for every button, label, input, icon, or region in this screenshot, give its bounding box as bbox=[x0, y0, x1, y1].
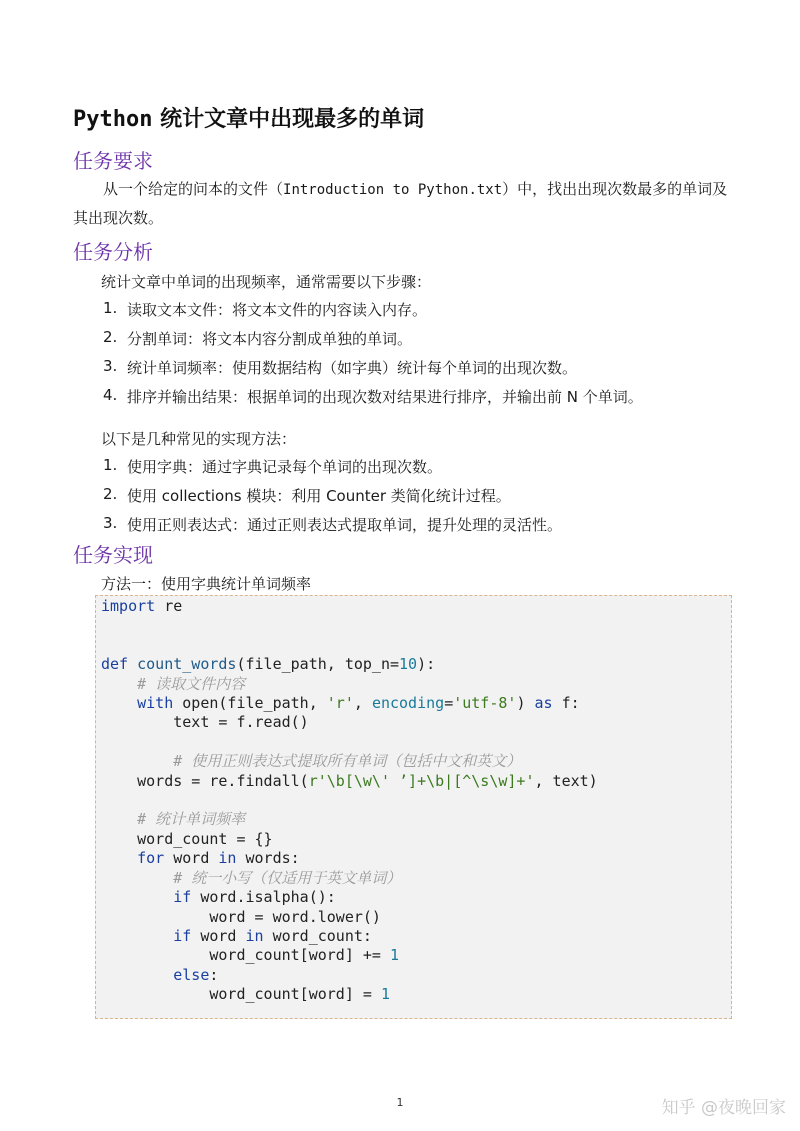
list-item-text: 排序并输出结果：根据单词的出现次数对结果进行排序，并输出前 N 个单词。 bbox=[127, 388, 643, 406]
code-text: ) bbox=[516, 694, 535, 713]
list-item-number: 3. bbox=[103, 514, 118, 532]
code-text: f: bbox=[552, 694, 580, 713]
code-block bbox=[101, 597, 598, 1005]
list-item bbox=[103, 386, 643, 415]
list-item-number: 1. bbox=[103, 299, 118, 317]
code-text: words = re.findall( bbox=[101, 771, 309, 790]
code-comment: # 统一小写（仅适用于英文单词） bbox=[101, 868, 402, 887]
document-title bbox=[73, 102, 424, 133]
methods-intro: 以下是几种常见的实现方法： bbox=[101, 430, 297, 448]
code-keyword: def bbox=[101, 655, 129, 674]
code-text: word.isalpha(): bbox=[191, 888, 336, 907]
list-item bbox=[103, 456, 562, 485]
code-number: 1 bbox=[389, 946, 400, 965]
code-keyword: in bbox=[218, 849, 237, 868]
list-item-number: 3. bbox=[103, 357, 118, 375]
list-item bbox=[103, 299, 643, 328]
code-keyword: in bbox=[245, 926, 264, 945]
code-text: , text) bbox=[534, 771, 598, 790]
list-item-text: 使用字典：通过字典记录每个单词的出现次数。 bbox=[127, 458, 443, 476]
requirements-text-after: ）中，找出出现次数最多的单词及其出现次数。 bbox=[73, 180, 728, 227]
code-keyword: for bbox=[101, 849, 165, 868]
requirements-paragraph bbox=[73, 175, 733, 232]
code-text: words: bbox=[236, 849, 300, 868]
code-comment: # 读取文件内容 bbox=[101, 674, 246, 693]
methods-list bbox=[103, 456, 562, 543]
code-string: 'utf-8' bbox=[453, 694, 517, 713]
list-item-number: 1. bbox=[103, 456, 118, 474]
list-item bbox=[103, 357, 643, 386]
title-rest: 统计文章中出现最多的单词 bbox=[152, 107, 425, 132]
code-parameter: encoding bbox=[371, 694, 445, 713]
code-number: 1 bbox=[380, 985, 390, 1004]
list-item bbox=[103, 514, 562, 543]
code-text: word bbox=[191, 926, 246, 945]
code-text: open(file_path, bbox=[173, 694, 327, 713]
list-item-text: 读取文本文件：将文本文件的内容读入内存。 bbox=[127, 301, 428, 319]
code-text: ): bbox=[417, 655, 436, 674]
list-item-text: 使用 collections 模块：利用 Counter 类简化统计过程。 bbox=[127, 487, 511, 505]
list-item-text: 使用正则表达式：通过正则表达式提取单词，提升处理的灵活性。 bbox=[127, 516, 563, 534]
code-keyword: import bbox=[101, 597, 156, 615]
code-function-name: count_words bbox=[128, 655, 237, 674]
section-heading-implementation: 任务实现 bbox=[73, 543, 153, 567]
page-number: 1 bbox=[396, 1096, 404, 1109]
code-keyword: as bbox=[534, 694, 553, 713]
code-text: word = word.lower() bbox=[101, 907, 381, 926]
code-string: r'\b[\w\' ’]+\b|[^\s\w]+' bbox=[308, 771, 535, 790]
requirements-text-before: 从一个给定的问本的文件（ bbox=[103, 180, 284, 198]
list-item-number: 2. bbox=[103, 485, 118, 503]
code-text: word_count: bbox=[263, 926, 372, 945]
code-text: = bbox=[444, 694, 454, 713]
watermark: 知乎 @夜晚回家 bbox=[661, 1098, 786, 1118]
list-item-text: 统计单词频率：使用数据结构（如字典）统计每个单词的出现次数。 bbox=[127, 359, 578, 377]
code-keyword: if bbox=[101, 926, 192, 945]
code-text: text = f.read() bbox=[101, 713, 309, 732]
code-text: re bbox=[155, 597, 183, 615]
code-text: word_count[word] += bbox=[101, 946, 390, 965]
list-item bbox=[103, 328, 643, 357]
title-prefix: Python bbox=[73, 107, 153, 132]
code-number: 10 bbox=[399, 655, 418, 674]
code-comment: # 统计单词频率 bbox=[101, 810, 246, 829]
steps-list bbox=[103, 299, 643, 415]
code-keyword: else bbox=[101, 965, 210, 984]
analysis-intro: 统计文章中单词的出现频率，通常需要以下步骤： bbox=[101, 273, 432, 291]
list-item bbox=[103, 485, 562, 514]
code-keyword: with bbox=[101, 694, 174, 713]
code-text: word_count[word] = bbox=[101, 985, 381, 1004]
section-heading-requirements: 任务要求 bbox=[73, 149, 153, 173]
method1-label: 方法一：使用字典统计单词频率 bbox=[101, 575, 312, 593]
code-string: 'r' bbox=[326, 694, 354, 713]
code-text: (file_path, top_n= bbox=[236, 655, 400, 674]
code-comment: # 使用正则表达式提取所有单词（包括中文和英文） bbox=[101, 752, 522, 771]
list-item-number: 2. bbox=[103, 328, 118, 346]
list-item-number: 4. bbox=[103, 386, 118, 404]
code-text: word bbox=[164, 849, 219, 868]
code-text: : bbox=[209, 965, 219, 984]
code-keyword: if bbox=[101, 888, 192, 907]
requirements-filename: Introduction to Python.txt bbox=[283, 182, 503, 198]
code-text: , bbox=[353, 694, 372, 713]
list-item-text: 分割单词：将文本内容分割成单独的单词。 bbox=[127, 330, 413, 348]
code-text: word_count = {} bbox=[101, 829, 273, 848]
section-heading-analysis: 任务分析 bbox=[73, 240, 153, 264]
